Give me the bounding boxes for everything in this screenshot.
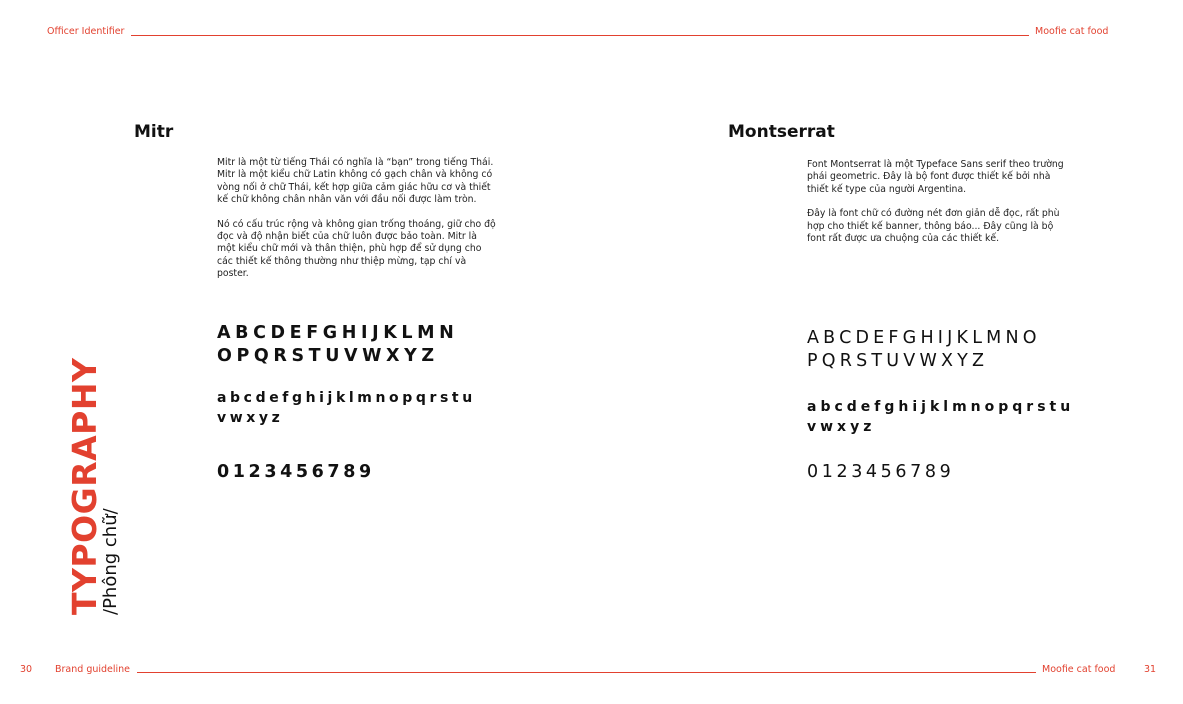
montserrat-lowercase-line-1: abcdefghijklmnopqrstu bbox=[807, 399, 1075, 415]
footer-rule bbox=[137, 672, 1036, 673]
mitr-uppercase-line-2: OPQRSTUVWXYZ bbox=[217, 346, 439, 366]
montserrat-uppercase-line-2: PQRSTUVWXYZ bbox=[807, 351, 989, 371]
mitr-description bbox=[217, 157, 497, 293]
section-title: TYPOGRAPHY bbox=[65, 357, 104, 615]
montserrat-paragraph-2: Đây là font chữ có đường nét đơn giản dễ đọc, rất phù hợp cho thiết kế banner, thông báo... Đây cũng là bộ font rất được ưa chuộng của các thiết kế. bbox=[807, 208, 1060, 245]
montserrat-font-title: Montserrat bbox=[728, 122, 835, 142]
footer-right-label: Moofie cat food bbox=[1042, 664, 1116, 675]
mitr-lowercase-line-1: abcdefghijklmnopqrstu bbox=[217, 390, 476, 406]
header-left-label: Officer Identifier bbox=[47, 26, 125, 37]
footer-page-number-left: 30 bbox=[20, 664, 33, 675]
mitr-font-title: Mitr bbox=[134, 122, 174, 142]
montserrat-paragraph-1: Font Montserrat là một Typeface Sans serif theo trường phái geometric. Đây là bộ font được thiết kế bởi nhà thiết kế type của người Argentina. bbox=[807, 159, 1064, 195]
mitr-uppercase-line-1: ABCDEFGHIJKLMN bbox=[217, 323, 459, 343]
mitr-paragraph-2: Nó có cấu trúc rộng và không gian trống thoáng, giữ cho độ đọc và độ nhận biết của chữ luôn được bảo toàn. Mitr là một kiểu chữ mới và thân thiện, phù hợp để sử dụng cho các thiết kế thông thường như thiệp mừng, tạp chí và poster. bbox=[217, 218, 496, 280]
header-right-label: Moofie cat food bbox=[1035, 26, 1109, 37]
footer-page-number-right: 31 bbox=[1144, 664, 1157, 675]
montserrat-lowercase-specimen bbox=[807, 397, 1074, 437]
mitr-lowercase-line-2: vwxyz bbox=[217, 410, 284, 426]
footer-left-label: Brand guideline bbox=[55, 664, 131, 675]
section-subtitle: /Phông chữ/ bbox=[100, 508, 121, 615]
mitr-paragraph-1: Mitr là một từ tiếng Thái có nghĩa là “bạn” trong tiếng Thái. Mitr là một kiểu chữ Latin không có gạch chân và không có vòng nối ở chữ Thái, kết hợp giữa cảm giác hữu cơ và thiết kế chữ không chân nhân văn với đầu nối được làm tròn. bbox=[217, 157, 494, 206]
mitr-uppercase-specimen bbox=[217, 322, 458, 368]
montserrat-description bbox=[807, 159, 1069, 257]
mitr-lowercase-specimen bbox=[217, 388, 476, 428]
montserrat-uppercase-specimen bbox=[807, 327, 1041, 373]
mitr-numbers-specimen: 0123456789 bbox=[217, 462, 375, 482]
montserrat-numbers-specimen: 0123456789 bbox=[807, 462, 955, 482]
header-rule bbox=[131, 35, 1029, 36]
montserrat-uppercase-line-1: ABCDEFGHIJKLMNO bbox=[807, 328, 1041, 348]
montserrat-lowercase-line-2: vwxyz bbox=[807, 419, 876, 435]
section-title-vertical bbox=[65, 357, 122, 615]
